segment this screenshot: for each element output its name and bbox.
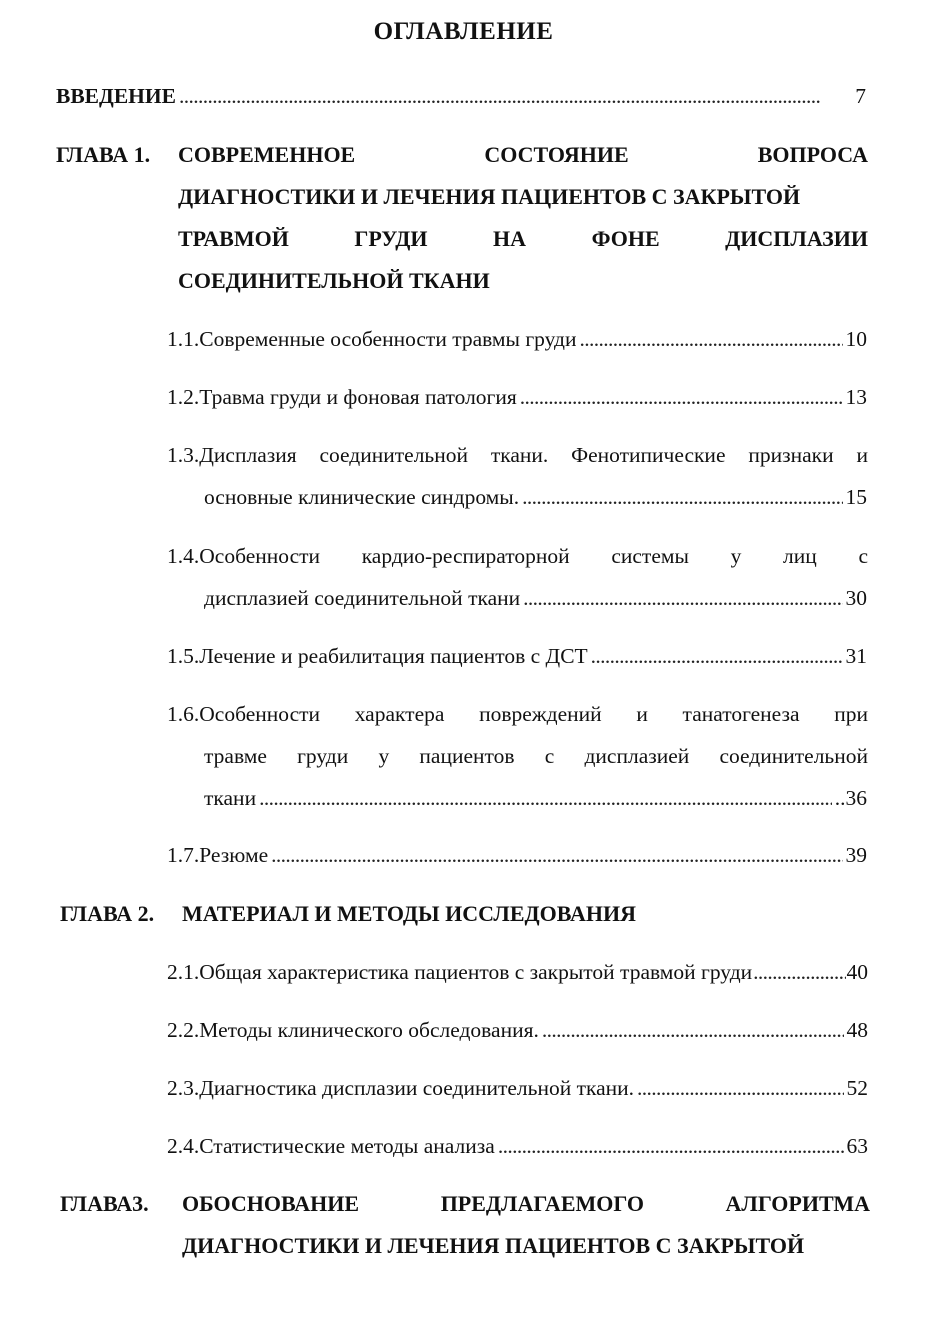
chapter-title-line-1 [178, 144, 868, 166]
toc-entry-line-1 [167, 445, 868, 467]
toc-page-number: 39 [845, 843, 867, 867]
dot-leader [637, 1078, 843, 1100]
toc-entry-label: ткани [204, 786, 257, 810]
toc-page-number: 7 [855, 84, 866, 108]
word: ГРУДИ [354, 226, 428, 251]
word: и [636, 702, 648, 726]
toc-entry-2-2[interactable] [167, 1020, 868, 1042]
word: ткани. [490, 443, 549, 467]
dot-leader [753, 962, 845, 984]
dot-leader [498, 1136, 844, 1158]
chapter-title-line-1: МАТЕРИАЛ И МЕТОДЫ ИССЛЕДОВАНИЯ [182, 901, 637, 926]
word: ПРЕДЛАГАЕМОГО [440, 1191, 644, 1216]
toc-entry-2-4[interactable] [167, 1136, 868, 1158]
chapter-label: ГЛАВА 2. [60, 901, 155, 926]
dot-leader [271, 845, 842, 867]
toc-page-number: 15 [845, 485, 867, 509]
word: ОБОСНОВАНИЕ [182, 1191, 360, 1216]
word: у [730, 544, 742, 568]
dot-leader [522, 487, 842, 509]
word: 1.6.Особенности [167, 702, 321, 726]
word: ВОПРОСА [757, 142, 868, 167]
word: соединительной [319, 443, 468, 467]
word: 1.4.Особенности [167, 544, 321, 568]
word: ДИСПЛАЗИИ [725, 226, 868, 251]
word: травме [204, 744, 267, 768]
word: повреждений [479, 702, 602, 726]
chapter-title-line-2: ДИАГНОСТИКИ И ЛЕЧЕНИЯ ПАЦИЕНТОВ С ЗАКРЫТОЙ [182, 1233, 805, 1258]
word: груди [297, 744, 349, 768]
toc-entry-label: основные клинические синдромы. [204, 485, 520, 509]
toc-entry-2-1[interactable] [167, 962, 868, 984]
toc-entry-label: 2.1.Общая характеристика пациентов с закрытой травмой груди [167, 960, 753, 984]
chapter-title-line-3 [178, 228, 868, 250]
toc-entry-label: 2.4.Статистические методы анализа [167, 1134, 495, 1158]
word: АЛГОРИТМА [725, 1191, 870, 1216]
word: СОВРЕМЕННОЕ [178, 142, 356, 167]
word: и [856, 443, 868, 467]
word: системы [611, 544, 689, 568]
toc-entry-label: 1.7.Резюме [167, 843, 269, 867]
word: лиц [783, 544, 817, 568]
toc-entry-line-1 [167, 546, 868, 568]
dot-leader [523, 588, 842, 610]
word: соединительной [719, 744, 868, 768]
word: признаки [748, 443, 834, 467]
dot-leader [179, 86, 852, 108]
chapter-title-line-2: ДИАГНОСТИКИ И ЛЕЧЕНИЯ ПАЦИЕНТОВ С ЗАКРЫТОЙ [178, 184, 801, 209]
toc-page-number: 48 [846, 1018, 868, 1042]
toc-entry-label: дисплазией соединительной ткани [204, 586, 521, 610]
word: ФОНЕ [591, 226, 660, 251]
dot-leader [259, 788, 832, 810]
toc-entry-1-1[interactable] [167, 329, 867, 351]
toc-entry-label: 2.3.Диагностика дисплазии соединительной ткани. [167, 1076, 635, 1100]
toc-entry-1-5[interactable] [167, 646, 867, 668]
toc-entry-label: 1.1.Современные особенности травмы груди [167, 327, 577, 351]
word: 1.3.Дисплазия [167, 443, 297, 467]
toc-entry-label: 1.2.Травма груди и фоновая патология [167, 385, 517, 409]
toc-entry-intro[interactable] [56, 86, 866, 108]
dot-leader [580, 329, 843, 351]
toc-entry-line-3 [204, 788, 867, 810]
word: СОСТОЯНИЕ [484, 142, 629, 167]
toc-page-number: ..36 [834, 786, 867, 810]
toc-entry-line-2 [204, 487, 867, 509]
toc-page-number: 13 [845, 385, 867, 409]
word: с [544, 744, 555, 768]
toc-entry-line-1 [167, 704, 868, 726]
toc-page-number: 10 [845, 327, 867, 351]
word: характера [354, 702, 445, 726]
word: НА [493, 226, 527, 251]
toc-page-number: 30 [845, 586, 867, 610]
toc-title: ОГЛАВЛЕНИЕ [373, 18, 554, 45]
toc-entry-label: ВВЕДЕНИЕ [56, 84, 176, 108]
dot-leader [591, 646, 843, 668]
word: дисплазией [584, 744, 690, 768]
word: кардио-респираторной [361, 544, 570, 568]
toc-entry-1-7[interactable] [167, 845, 867, 867]
chapter-title-line-4: СОЕДИНИТЕЛЬНОЙ ТКАНИ [178, 268, 490, 293]
word: танатогенеза [682, 702, 800, 726]
word: у [378, 744, 390, 768]
dot-leader [520, 387, 843, 409]
toc-page-number: 63 [846, 1134, 868, 1158]
toc-page-number: 40 [846, 960, 868, 984]
chapter-title-line-1 [182, 1193, 870, 1215]
toc-page-number: 31 [845, 644, 867, 668]
toc-entry-label: 2.2.Методы клинического обследования. [167, 1018, 539, 1042]
chapter-label: ГЛАВА3. [60, 1191, 149, 1216]
toc-entry-line-2 [204, 588, 867, 610]
word: при [834, 702, 868, 726]
dot-leader [542, 1020, 844, 1042]
word: Фенотипические [571, 443, 726, 467]
word: пациентов [419, 744, 515, 768]
toc-entry-2-3[interactable] [167, 1078, 868, 1100]
toc-entry-1-2[interactable] [167, 387, 867, 409]
word: с [858, 544, 868, 568]
toc-entry-line-2 [204, 746, 868, 768]
chapter-label: ГЛАВА 1. [56, 142, 151, 167]
word: ТРАВМОЙ [178, 226, 289, 251]
toc-entry-label: 1.5.Лечение и реабилитация пациентов с ДСТ [167, 644, 588, 668]
toc-page-number: 52 [846, 1076, 868, 1100]
